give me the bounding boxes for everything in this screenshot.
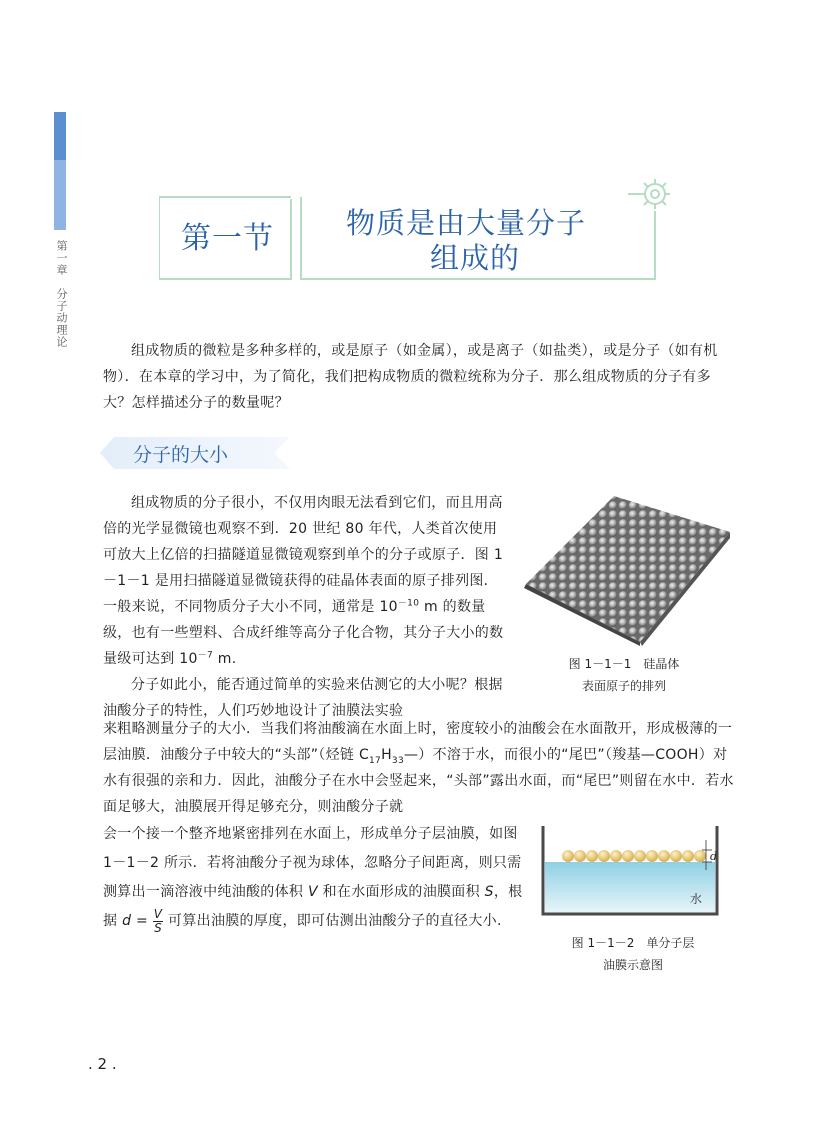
p2-sub-2: 33	[391, 755, 404, 766]
p1-text-b: m 的数量级，也有一些塑料、合成纤维等高分子化合物，其分子大小的数量级可达到 10	[103, 599, 504, 667]
intro-paragraph	[103, 338, 733, 416]
paragraph-3	[103, 820, 525, 936]
figure2-caption-line1: 图 1－1－2 单分子层	[571, 936, 695, 950]
gear-icon	[628, 171, 678, 216]
film-thickness-label: d	[710, 850, 718, 863]
figure1-caption	[544, 653, 704, 697]
p1-text-c: m.	[213, 651, 237, 667]
oil-film-diagram	[540, 826, 720, 920]
p2-text-b: H	[381, 747, 392, 763]
paragraph-1	[103, 490, 508, 724]
paragraph-2	[103, 716, 735, 820]
formula-fraction	[153, 908, 164, 935]
p3-text-e: 可算出油膜的厚度，即可估测出油酸分子的直径大小.	[163, 913, 502, 929]
sidebar-chapter: 第一章 分子动理论	[55, 240, 68, 348]
water-label: 水	[690, 892, 703, 906]
p3-var-s: S	[484, 884, 494, 900]
page-title-line1: 物质是由大量分子	[346, 206, 587, 240]
section-heading: 分子的大小	[133, 444, 229, 466]
p1-exponent-2: －7	[197, 650, 213, 661]
p3-var-v: V	[307, 884, 318, 900]
p2-text-c: —）不溶于水，而很小的“尾巴”（羧基—COOH）对水有很强的亲和力．因此，油酸分子在水中会竖起来，“头部”露出水面，而“尾巴”则留在水中．若水面足够大，油膜展开得足够充分，则油酸分子就	[103, 747, 734, 815]
page-number: . 2 .	[88, 1055, 117, 1073]
sidebar-brand: PHYSICS	[67, 172, 78, 226]
figure2-caption	[548, 932, 718, 976]
figure2-caption-line2: 油膜示意图	[602, 958, 663, 972]
sidebar-band-lower	[54, 160, 66, 230]
fraction-denominator: S	[154, 920, 162, 935]
p3-eq: =	[131, 913, 153, 929]
figure1-caption-line2: 表面原子的排列	[581, 679, 666, 693]
p1-text-a: 组成物质的分子很小，不仅用肉眼无法看到它们，而且用高倍的光学显微镜也观察不到．20 世纪 80 年代，人类首次使用可放大上亿倍的扫描隧道显微镜观察到单个的分子或原子．图 1－1－1 是用扫描隧道显微镜获得的硅晶体表面的原子排列图．一般来说，不同物质分子大小不同，通常是 10	[103, 495, 504, 615]
section-number: 第一节	[181, 221, 274, 256]
p2-text-a: 来粗略测量分子的大小．当我们将油酸滴在水面上时，密度较小的油酸会在水面散开，形成极薄的一层油膜．油酸分子中较大的“头部”（烃链 C	[103, 721, 733, 763]
fraction-numerator: V	[153, 906, 163, 921]
page-title-line2: 组成的	[430, 241, 521, 275]
p3-text-c: ，根据	[103, 884, 523, 929]
figure1-caption-line1: 图 1－1－1 硅晶体	[568, 657, 680, 671]
p2-sub-1: 17	[369, 755, 382, 766]
silicon-surface-image	[518, 492, 732, 646]
p3-text-a: 会一个接一个整齐地紧密排列在水面上，形成单分子层油膜，如图 1－1－2 所示．若将油酸分子视为球体，忽略分子间距离，则只需测算出一滴溶液中纯油酸的体积	[103, 826, 522, 900]
p1-text-d: 分子如此小，能否通过简单的实验来估测它的大小呢？根据油酸分子的特性，人们巧妙地设计了油膜法实验	[103, 677, 503, 719]
p3-var-d: d	[122, 913, 132, 929]
intro-text: 组成物质的微粒是多种多样的，或是原子（如金属），或是离子（如盐类），或是分子（如有机物）．在本章的学习中，为了简化，我们把构成物质的微粒统称为分子．那么组成物质的分子有多大？怎样描述分子的数量呢？	[103, 343, 718, 411]
p3-text-b: 和在水面形成的油膜面积	[317, 884, 485, 900]
p1-exponent-1: －10	[397, 598, 420, 609]
